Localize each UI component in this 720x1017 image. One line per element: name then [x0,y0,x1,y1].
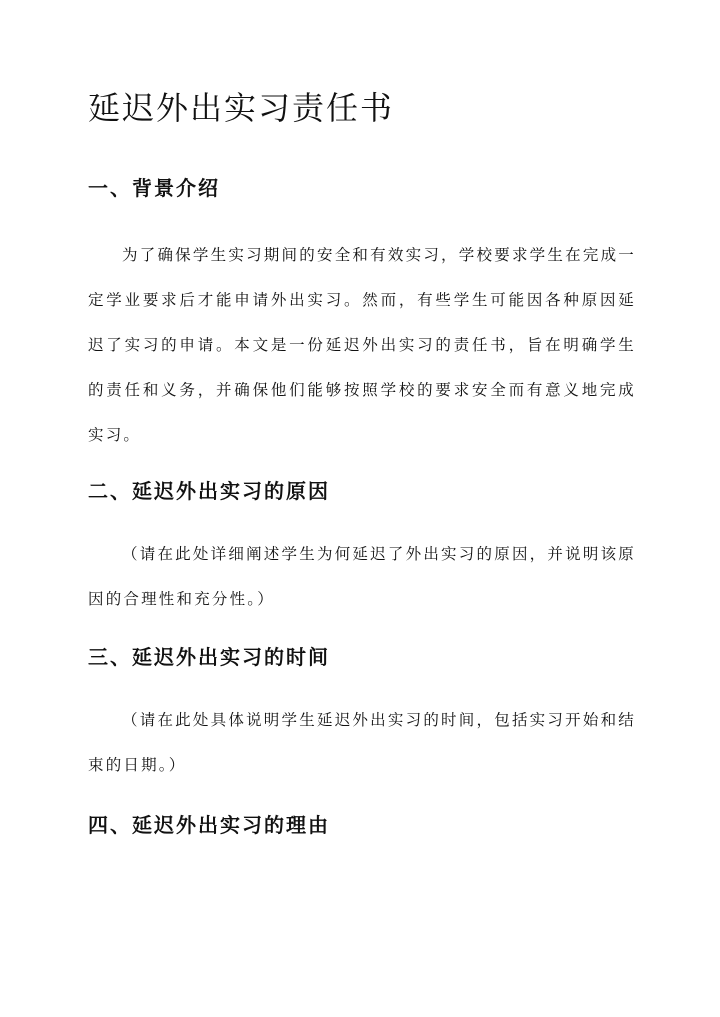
section-heading-justification: 四、延迟外出实习的理由 [88,813,330,837]
document-title: 延迟外出实习责任书 [88,89,395,127]
section-heading-reason: 二、延迟外出实习的原因 [88,479,330,503]
section-heading-background: 一、背景介绍 [88,176,220,200]
section-paragraph-background: 为了确保学生实习期间的安全和有效实习，学校要求学生在完成一定学业要求后才能申请外出实习。然而，有些学生可能因各种原因延迟了实习的申请。本文是一份延迟外出实习的责任书，旨在明确学生的责任和义务，并确保他们能够按照学校的要求安全而有意义地完成实习。 [88,246,636,444]
section-heading-time: 三、延迟外出实习的时间 [88,645,330,669]
section-paragraph-reason: （请在此处详细阐述学生为何延迟了外出实习的原因，并说明该原因的合理性和充分性。） [88,545,636,608]
section-paragraph-time: （请在此处具体说明学生延迟外出实习的时间，包括实习开始和结束的日期。） [88,711,636,774]
